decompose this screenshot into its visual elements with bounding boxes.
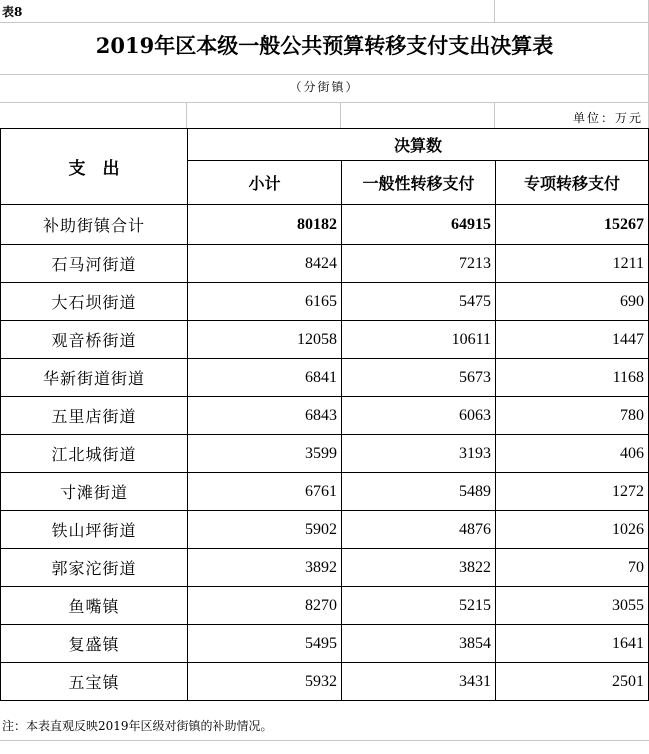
row-special: 1641 <box>496 625 649 663</box>
table-row <box>1 321 649 359</box>
row-general: 3854 <box>342 625 496 663</box>
table-row <box>1 397 649 435</box>
gridline <box>0 22 649 23</box>
row-general: 5475 <box>342 283 496 321</box>
row-subtotal: 80182 <box>188 205 342 245</box>
row-subtotal: 6843 <box>188 397 342 435</box>
header-expense: 支 出 <box>1 129 188 205</box>
row-special: 2501 <box>496 663 649 701</box>
row-name: 复盛镇 <box>1 625 188 663</box>
row-subtotal: 8270 <box>188 587 342 625</box>
row-name: 郭家沱街道 <box>1 549 188 587</box>
table-row <box>1 625 649 663</box>
row-name: 石马河街道 <box>1 245 188 283</box>
row-general: 5215 <box>342 587 496 625</box>
row-general: 7213 <box>342 245 496 283</box>
table-row <box>1 473 649 511</box>
row-name: 寸滩街道 <box>1 473 188 511</box>
unit-label: 单位：万元 <box>572 111 643 125</box>
row-special: 1211 <box>496 245 649 283</box>
table-row <box>1 663 649 701</box>
gridline <box>186 102 187 128</box>
row-name: 补助街镇合计 <box>1 205 188 245</box>
budget-table <box>0 128 649 701</box>
row-special: 1026 <box>496 511 649 549</box>
table-row <box>1 549 649 587</box>
row-name: 大石坝街道 <box>1 283 188 321</box>
table-row <box>1 245 649 283</box>
row-special: 15267 <box>496 205 649 245</box>
row-general: 3431 <box>342 663 496 701</box>
row-general: 3822 <box>342 549 496 587</box>
page-title: 2019年区本级一般公共预算转移支付支出决算表 <box>95 33 554 58</box>
row-special: 690 <box>496 283 649 321</box>
header-special: 专项转移支付 <box>496 161 649 205</box>
row-subtotal: 12058 <box>188 321 342 359</box>
table-row <box>1 283 649 321</box>
row-name: 鱼嘴镇 <box>1 587 188 625</box>
gridline <box>0 102 649 103</box>
row-subtotal: 3599 <box>188 435 342 473</box>
header-subtotal: 小计 <box>188 161 342 205</box>
table-row <box>1 587 649 625</box>
header-general: 一般性转移支付 <box>342 161 496 205</box>
row-subtotal: 8424 <box>188 245 342 283</box>
row-name: 观音桥街道 <box>1 321 188 359</box>
row-subtotal: 3892 <box>188 549 342 587</box>
gridline <box>494 0 495 22</box>
row-name: 江北城街道 <box>1 435 188 473</box>
row-general: 5489 <box>342 473 496 511</box>
row-subtotal: 6761 <box>188 473 342 511</box>
row-subtotal: 6841 <box>188 359 342 397</box>
row-subtotal: 5495 <box>188 625 342 663</box>
footnote: 注：本表直观反映2019年区级对街镇的补助情况。 <box>2 719 273 733</box>
row-subtotal: 6165 <box>188 283 342 321</box>
table-row <box>1 511 649 549</box>
gridline <box>0 74 649 75</box>
gridline <box>494 102 495 128</box>
gridline <box>340 102 341 128</box>
row-name: 五宝镇 <box>1 663 188 701</box>
row-name: 华新街道街道 <box>1 359 188 397</box>
row-name: 铁山坪街道 <box>1 511 188 549</box>
row-special: 70 <box>496 549 649 587</box>
row-subtotal: 5902 <box>188 511 342 549</box>
row-special: 1447 <box>496 321 649 359</box>
page-subtitle: （分街镇） <box>289 80 360 94</box>
row-special: 3055 <box>496 587 649 625</box>
header-final-accounts: 决算数 <box>188 129 649 161</box>
row-special: 780 <box>496 397 649 435</box>
row-general: 64915 <box>342 205 496 245</box>
row-general: 3193 <box>342 435 496 473</box>
row-general: 4876 <box>342 511 496 549</box>
row-special: 1168 <box>496 359 649 397</box>
table-row <box>1 359 649 397</box>
table-row <box>1 435 649 473</box>
row-general: 6063 <box>342 397 496 435</box>
row-special: 1272 <box>496 473 649 511</box>
table-row-total <box>1 205 649 245</box>
row-name: 五里店街道 <box>1 397 188 435</box>
row-subtotal: 5932 <box>188 663 342 701</box>
row-general: 5673 <box>342 359 496 397</box>
row-general: 10611 <box>342 321 496 359</box>
row-special: 406 <box>496 435 649 473</box>
gridline <box>0 740 649 741</box>
sheet-label: 表8 <box>2 5 23 19</box>
